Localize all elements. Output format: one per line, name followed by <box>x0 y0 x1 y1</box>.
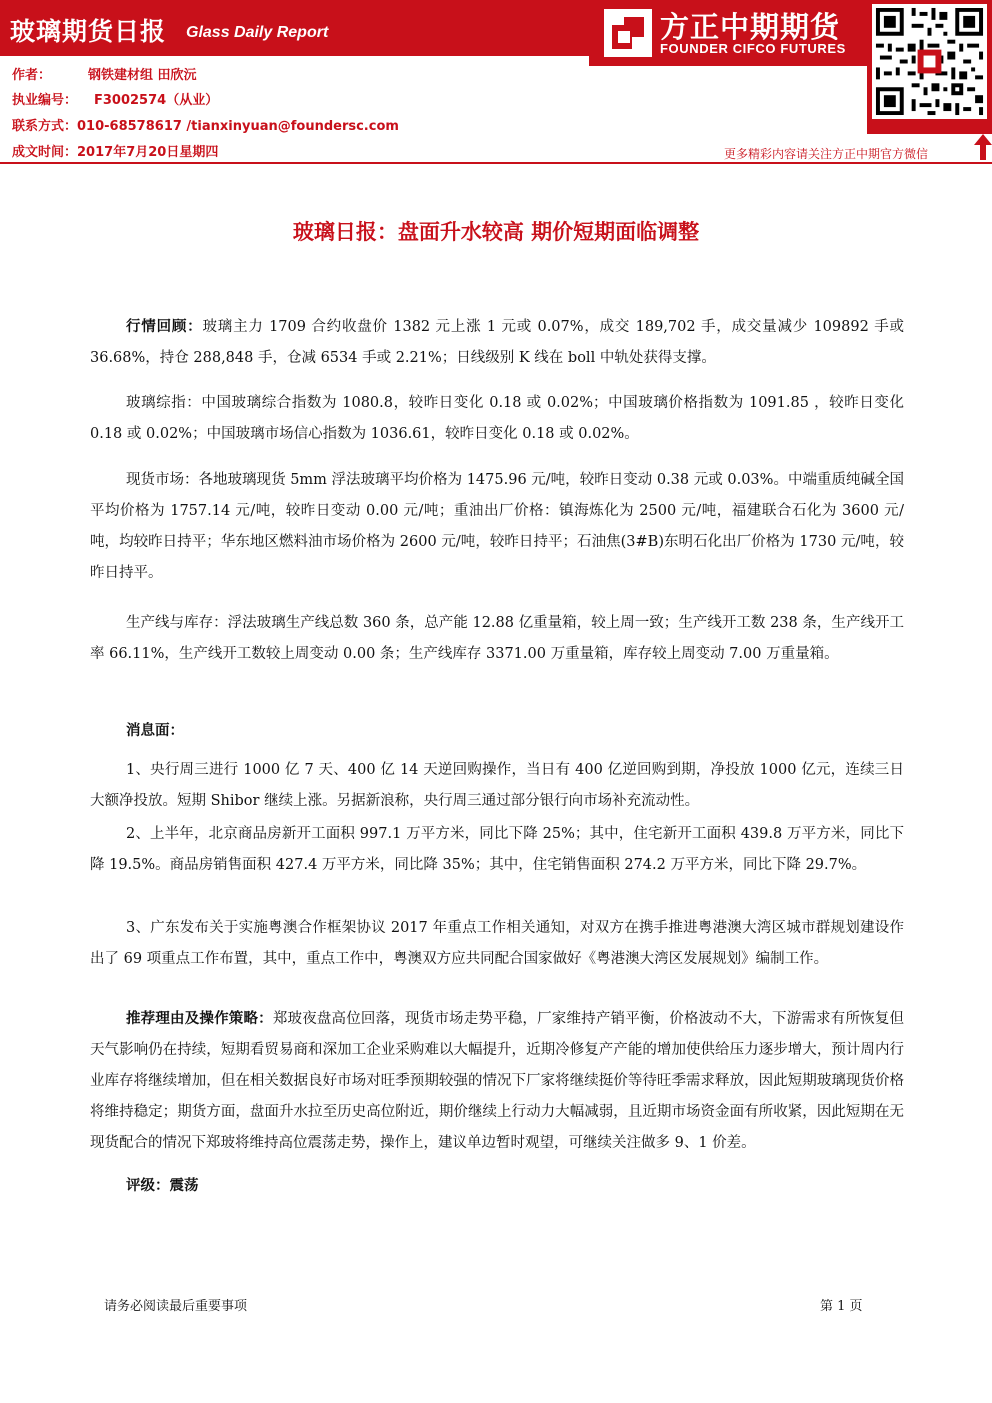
header-divider <box>0 162 992 164</box>
meta-author-value: 钢铁建材组 田欣沅 <box>88 68 197 83</box>
rating-label: 评级： <box>126 1177 170 1194</box>
market-review-label: 行情回顾： <box>126 318 203 335</box>
news-item-1: 1、央行周三进行 1000 亿 7 天、400 亿 14 天逆回购操作，当日有 400 亿逆回购到期，净投放 1000 亿元，连续三日大额净投放。短期 Shibor 继续上涨。另据新浪称，央行周三通过部分银行向市场补充流动性。 <box>90 762 904 809</box>
report-subtitle: Glass Daily Report <box>186 24 329 41</box>
strategy-label: 推荐理由及操作策略： <box>126 1010 273 1027</box>
meta-license-label: 执业编号： <box>12 93 78 108</box>
meta-date-label: 成文时间： <box>12 145 78 160</box>
qr-code-icon[interactable] <box>872 4 987 119</box>
meta-contact-label: 联系方式： <box>12 119 78 134</box>
page-number: 第 1 页 <box>820 1299 863 1314</box>
news-heading: 消息面： <box>126 722 184 739</box>
news-item-2: 2、上半年，北京商品房新开工面积 997.1 万平方米，同比下降 25%；其中，住宅新开工面积 439.8 万平方米，同比下降 19.5%。商品房销售面积 427.4 万平方米，同比降 35%；其中，住宅销售面积 274.2 万平方米，同比下降 29.7%。 <box>90 826 904 873</box>
brand-name-cn: 方正中期期货 <box>660 10 841 44</box>
founder-logo-icon <box>604 9 652 57</box>
strategy-text: 郑玻夜盘高位回落，现货市场走势平稳，厂家维持产销平衡，价格波动不大，下游需求有所恢复但天气影响仍在持续，短期看贸易商和深加工企业采购难以大幅提升，近期冷修复产产能的增加使供给压力逐步增大，预计周内行业库存将继续增加，但在相关数据良好市场对旺季预期较强的情况下厂家将继续挺价等待旺季需求释放，因此短期玻璃现货价格将维持稳定；期货方面，盘面升水拉至历史高位附近，期价继续上行动力大幅减弱，且近期市场资金面有所收紧，因此短期在无现货配合的情况下郑玻将维持高位震荡走势，操作上，建议单边暂时观望，可继续关注做多 9、1 价差。 <box>90 1011 904 1151</box>
market-review-paragraph <box>90 311 904 374</box>
meta-date-value: 2017年7月20日星期四 <box>77 145 219 160</box>
follow-wechat-text[interactable]: 更多精彩内容请关注方正中期官方微信 <box>724 147 929 161</box>
meta-author <box>12 64 197 83</box>
market-review-text: 玻璃主力 1709 合约收盘价 1382 元上涨 1 元或 0.07%，成交 189,702 手，成交量减少 109892 手或 36.68%，持仓 288,848 手，仓减 6534 手或 2.21%；日线级别 K 线在 boll 中轨处获得支撑。 <box>90 319 905 366</box>
meta-license-value: F3002574（从业） <box>94 93 219 108</box>
meta-contact-value: 010-68578617 /tianxinyuan@foundersc.com <box>77 119 399 134</box>
article-title: 玻璃日报：盘面升水较高 期价短期面临调整 <box>292 220 700 244</box>
production-paragraph: 生产线与库存：浮法玻璃生产线总数 360 条，总产能 12.88 亿重量箱，较上周一致；生产线开工数 238 条，生产线开工率 66.11%，生产线开工数较上周变动 0.00 条；生产线库存 3371.00 万重量箱，库存较上周变动 7.00 万重量箱。 <box>90 615 904 662</box>
meta-author-label: 作者： <box>12 68 52 83</box>
spot-market-paragraph: 现货市场：各地玻璃现货 5mm 浮法玻璃平均价格为 1475.96 元/吨，较昨日变动 0.38 元或 0.03%。中端重质纯碱全国平均价格为 1757.14 元/吨，较昨日变动 0.00 元/吨；重油出厂价格：镇海炼化为 2500 元/吨，福建联合石化为 3600 元/吨，均较昨日持平；华东地区燃料油市场价格为 2600 元/吨，较昨日持平；石油焦(3#B)东明石化出厂价格为 1730 元/吨，较昨日持平。 <box>90 472 904 581</box>
glass-index-paragraph: 玻璃综指：中国玻璃综合指数为 1080.8，较昨日变化 0.18 或 0.02%；中国玻璃价格指数为 1091.85 ，较昨日变化 0.18 或 0.02%；中国玻璃市场信心指数为 1036.61，较昨日变化 0.18 或 0.02%。 <box>90 395 904 442</box>
news-item-3: 3、广东发布关于实施粤澳合作框架协议 2017 年重点工作相关通知，对双方在携手推进粤港澳大湾区城市群规划建设作出了 69 项重点工作布置，其中，重点工作中，粤澳双方应共同配合国家做好《粤港澳大湾区发展规划》编制工作。 <box>90 920 904 967</box>
meta-contact <box>12 115 399 134</box>
brand-name-en: FOUNDER CIFCO FUTURES <box>660 41 846 56</box>
strategy-paragraph <box>90 1003 904 1159</box>
arrow-up-icon <box>974 134 992 160</box>
rating-line <box>90 1170 904 1201</box>
meta-date <box>12 141 218 160</box>
meta-license <box>12 89 218 108</box>
rating-value: 震荡 <box>169 1177 199 1194</box>
footer-disclaimer: 请务必阅读最后重要事项 <box>104 1299 248 1314</box>
report-title: 玻璃期货日报 <box>10 17 167 46</box>
